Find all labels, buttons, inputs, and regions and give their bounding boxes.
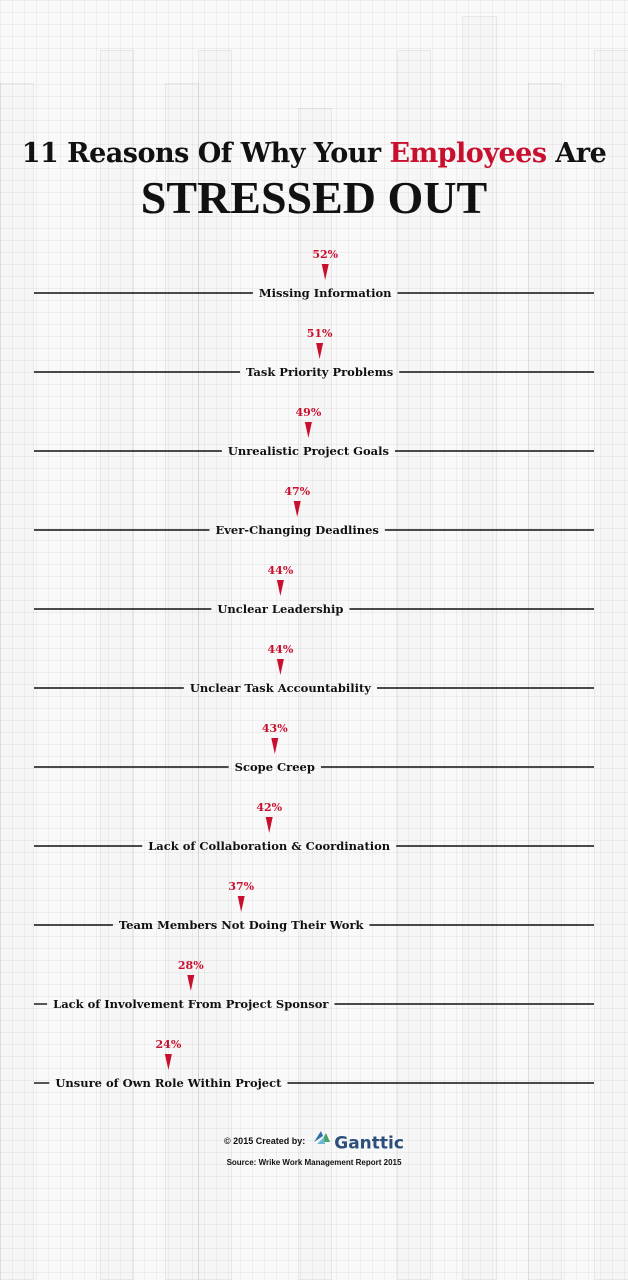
value-marker bbox=[277, 580, 284, 596]
category-label: Lack of Collaboration & Coordination bbox=[148, 839, 391, 853]
value-label: 52% bbox=[312, 248, 339, 261]
ganttic-logo bbox=[312, 1128, 404, 1154]
value-label: 44% bbox=[267, 564, 294, 577]
chart-row bbox=[34, 643, 594, 695]
value-marker bbox=[322, 264, 329, 280]
category-label: Lack of Involvement From Project Sponsor bbox=[53, 997, 329, 1011]
category-label: Scope Creep bbox=[234, 760, 315, 774]
title-pre: 11 Reasons Of Why Your bbox=[21, 138, 390, 169]
value-label: 51% bbox=[306, 327, 333, 340]
value-label: 47% bbox=[284, 485, 311, 498]
chart-row bbox=[34, 485, 594, 537]
category-label: Unrealistic Project Goals bbox=[227, 444, 389, 458]
chart-row bbox=[34, 1038, 594, 1090]
category-label: Unclear Leadership bbox=[217, 602, 344, 616]
title-line-2: STRESSED OUT bbox=[140, 172, 488, 223]
value-label: 24% bbox=[155, 1038, 182, 1051]
chart-row bbox=[34, 722, 594, 774]
chart-row bbox=[34, 959, 594, 1011]
title-post: Are bbox=[546, 138, 607, 169]
value-label: 43% bbox=[261, 722, 288, 735]
credit-text: © 2015 Created by: bbox=[224, 1135, 306, 1146]
value-marker bbox=[305, 422, 312, 438]
value-marker bbox=[187, 975, 194, 991]
chart-row bbox=[34, 880, 594, 932]
chart-row bbox=[34, 248, 594, 300]
value-label: 49% bbox=[295, 406, 322, 419]
value-marker bbox=[238, 896, 245, 912]
value-label: 28% bbox=[177, 959, 204, 972]
category-label: Team Members Not Doing Their Work bbox=[118, 918, 364, 932]
chart-row bbox=[34, 801, 594, 853]
value-marker bbox=[165, 1054, 172, 1070]
category-label: Ever-Changing Deadlines bbox=[215, 523, 379, 537]
source-text: Source: Wrike Work Management Report 2015 bbox=[226, 1158, 402, 1167]
value-marker bbox=[271, 738, 278, 754]
ganttic-logo-text: Ganttic bbox=[334, 1133, 404, 1154]
value-marker bbox=[316, 343, 323, 359]
chart-row bbox=[34, 406, 594, 458]
credit-line bbox=[0, 1128, 628, 1154]
value-marker bbox=[294, 501, 301, 517]
value-label: 37% bbox=[228, 880, 255, 893]
category-label: Unclear Task Accountability bbox=[189, 681, 371, 695]
ganttic-logo-icon bbox=[312, 1128, 332, 1146]
value-label: 44% bbox=[267, 643, 294, 656]
value-marker bbox=[277, 659, 284, 675]
chart-row bbox=[34, 327, 594, 379]
category-label: Missing Information bbox=[258, 286, 392, 300]
value-marker bbox=[266, 817, 273, 833]
category-label: Unsure of Own Role Within Project bbox=[55, 1076, 282, 1090]
category-label: Task Priority Problems bbox=[245, 365, 394, 379]
value-label: 42% bbox=[256, 801, 283, 814]
title-accent: Employees bbox=[389, 138, 547, 169]
chart-row bbox=[34, 564, 594, 616]
